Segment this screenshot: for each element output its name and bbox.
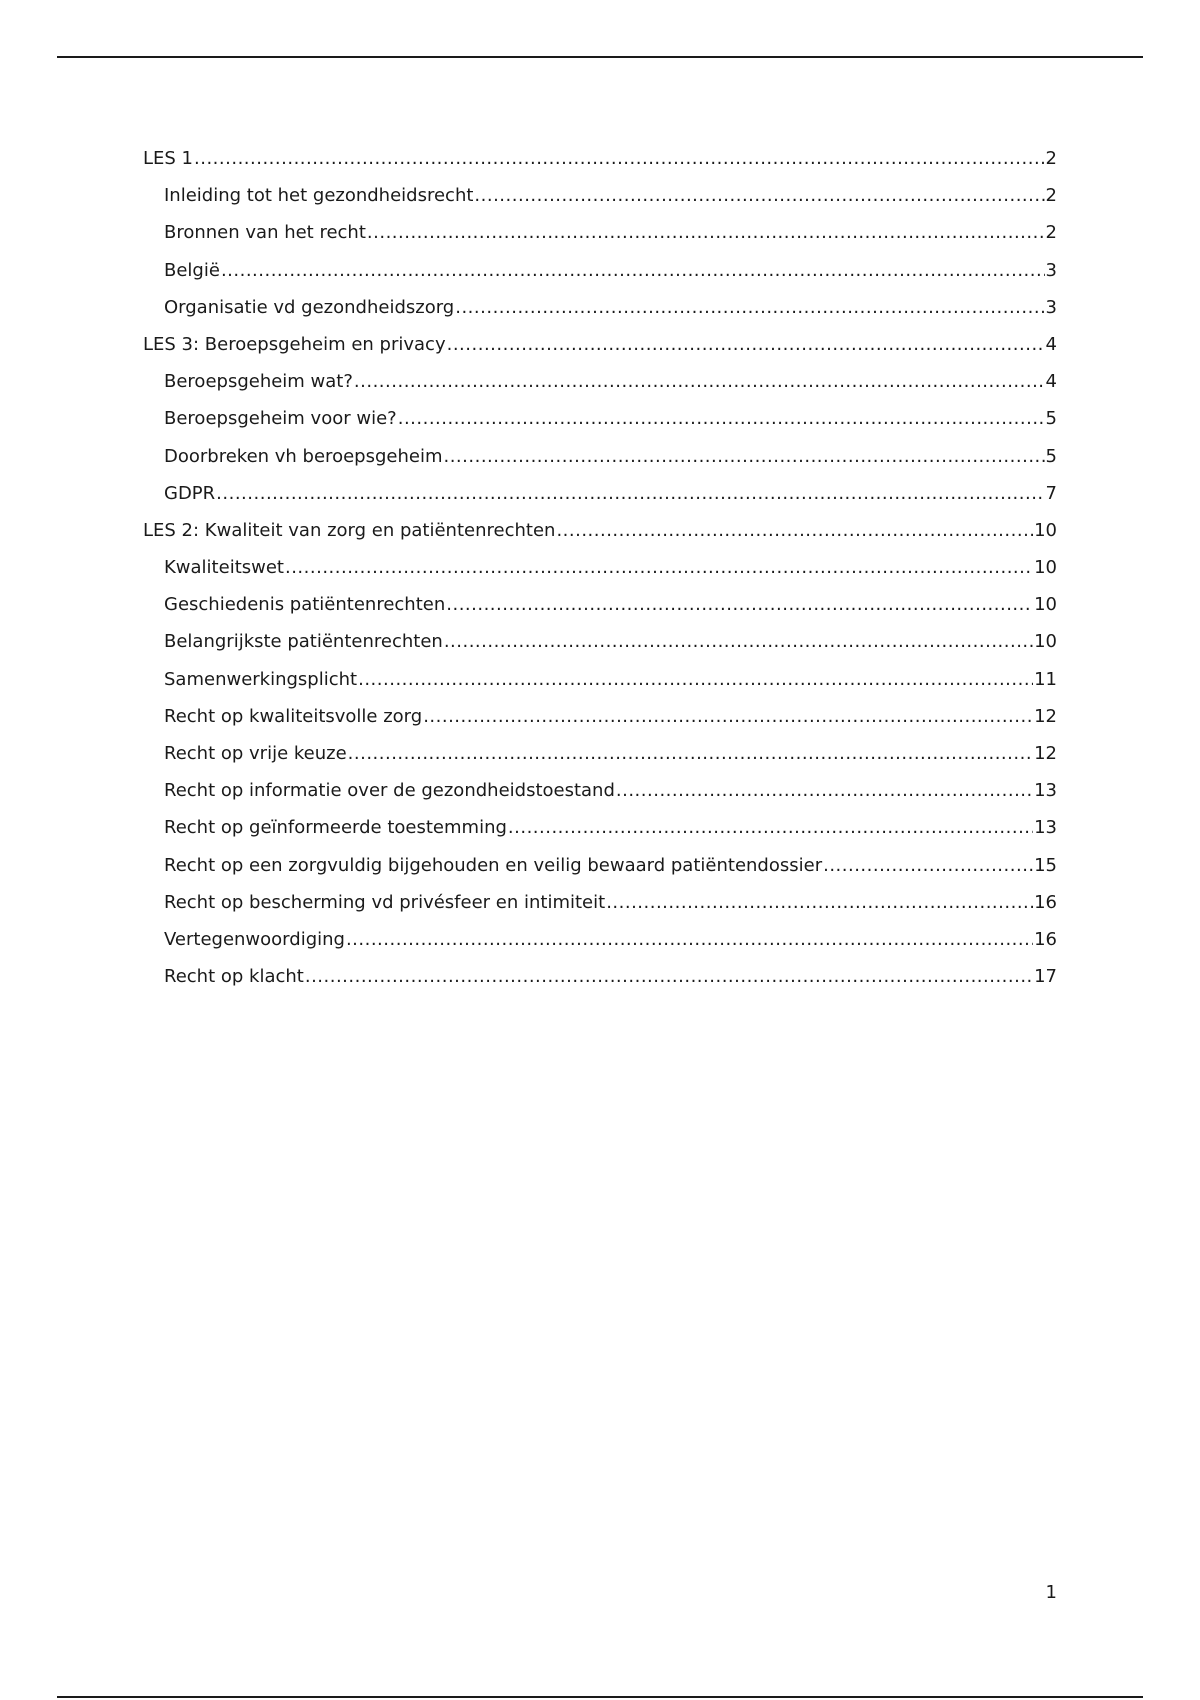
toc-entry[interactable] [143, 512, 1057, 549]
toc-entry-page: 2 [1045, 185, 1057, 207]
toc-dot-leader [216, 475, 1044, 512]
toc-dot-leader [447, 326, 1045, 363]
toc-entry-page: 15 [1034, 854, 1057, 876]
toc-dot-leader [606, 884, 1033, 921]
toc-entry-title: LES 1 [143, 148, 194, 169]
toc-entry[interactable] [143, 772, 1057, 809]
toc-entry[interactable] [143, 140, 1057, 177]
toc-entry-page: 3 [1045, 296, 1057, 318]
toc-entry-page: 16 [1034, 928, 1057, 950]
toc-dot-leader [423, 698, 1033, 735]
toc-entry[interactable] [143, 475, 1057, 512]
toc-dot-leader [823, 847, 1033, 884]
toc-entry-page: 2 [1045, 148, 1057, 169]
toc-entry-page: 7 [1045, 482, 1057, 504]
toc-dot-leader [346, 921, 1033, 958]
toc-entry-title: Beroepsgeheim wat? [164, 371, 353, 393]
page-number: 1 [1045, 1582, 1057, 1603]
toc-entry[interactable] [143, 289, 1057, 326]
toc-entry-page: 4 [1045, 371, 1057, 393]
toc-entry-page: 12 [1034, 705, 1057, 727]
toc-entry-title: LES 2: Kwaliteit van zorg en patiëntenrechten [143, 519, 556, 541]
toc-entry-page: 10 [1034, 519, 1057, 541]
toc-entry[interactable] [143, 177, 1057, 214]
toc-entry[interactable] [143, 623, 1057, 660]
toc-entry-title: Recht op klacht [164, 966, 304, 988]
table-of-contents [143, 140, 1057, 995]
toc-dot-leader [367, 214, 1045, 251]
toc-entry-title: Kwaliteitswet [164, 557, 284, 579]
toc-entry[interactable] [143, 438, 1057, 475]
toc-entry-page: 5 [1045, 445, 1057, 467]
toc-entry-title: Bronnen van het recht [164, 222, 366, 244]
toc-entry[interactable] [143, 735, 1057, 772]
toc-dot-leader [444, 623, 1033, 660]
toc-entry[interactable] [143, 326, 1057, 363]
toc-entry-page: 16 [1034, 891, 1057, 913]
toc-entry-title: Recht op vrije keuze [164, 743, 347, 764]
toc-entry-page: 10 [1034, 594, 1057, 616]
toc-entry-page: 2 [1045, 222, 1057, 244]
toc-entry-title: Vertegenwoordiging [164, 928, 345, 950]
toc-entry-page: 13 [1034, 817, 1057, 839]
toc-entry-title: Samenwerkingsplicht [164, 668, 358, 690]
toc-dot-leader [455, 289, 1044, 326]
toc-entry[interactable] [143, 958, 1057, 995]
toc-dot-leader [443, 438, 1044, 475]
toc-entry-title: LES 3: Beroepsgeheim en privacy [143, 333, 446, 355]
toc-entry-title: België [164, 259, 220, 281]
toc-entry-title: Organisatie vd gezondheidszorg [164, 296, 455, 318]
toc-entry-page: 10 [1034, 631, 1057, 653]
toc-entry-title: Recht op geïnformeerde toestemming [164, 817, 507, 839]
toc-entry-title: Beroepsgeheim voor wie? [164, 408, 397, 430]
toc-dot-leader [474, 177, 1044, 214]
footer-rule [57, 1696, 1143, 1698]
toc-dot-leader [285, 549, 1033, 586]
toc-entry-page: 12 [1034, 743, 1057, 764]
toc-entry[interactable] [143, 214, 1057, 251]
toc-entry-page: 13 [1034, 780, 1057, 802]
toc-entry-title: Recht op bescherming vd privésfeer en intimiteit [164, 891, 606, 913]
toc-entry-page: 11 [1034, 668, 1057, 690]
toc-dot-leader [194, 140, 1045, 177]
header-rule [57, 56, 1143, 58]
toc-entry-title: Recht op informatie over de gezondheidstoestand [164, 780, 615, 802]
toc-dot-leader [398, 400, 1045, 437]
toc-dot-leader [354, 363, 1045, 400]
toc-entry-title: Belangrijkste patiëntenrechten [164, 631, 443, 653]
toc-entry-page: 4 [1045, 333, 1057, 355]
toc-entry-page: 17 [1034, 966, 1057, 988]
toc-entry-title: Doorbreken vh beroepsgeheim [164, 445, 443, 467]
toc-entry-title: GDPR [164, 482, 216, 504]
toc-entry-title: Inleiding tot het gezondheidsrecht [164, 185, 474, 207]
toc-entry-page: 10 [1034, 557, 1057, 579]
toc-entry-page: 3 [1045, 259, 1057, 281]
toc-entry-page: 5 [1045, 408, 1057, 430]
toc-entry[interactable] [143, 400, 1057, 437]
toc-entry[interactable] [143, 252, 1057, 289]
toc-entry-title: Geschiedenis patiëntenrechten [164, 594, 446, 616]
toc-dot-leader [556, 512, 1033, 549]
toc-dot-leader [348, 735, 1033, 772]
toc-entry[interactable] [143, 661, 1057, 698]
toc-entry-title: Recht op kwaliteitsvolle zorg [164, 705, 423, 727]
toc-dot-leader [221, 252, 1045, 289]
toc-entry[interactable] [143, 698, 1057, 735]
toc-dot-leader [508, 809, 1033, 846]
toc-entry[interactable] [143, 586, 1057, 623]
toc-entry-title: Recht op een zorgvuldig bijgehouden en veilig bewaard patiëntendossier [164, 854, 823, 876]
toc-entry[interactable] [143, 363, 1057, 400]
toc-dot-leader [305, 958, 1033, 995]
toc-entry[interactable] [143, 549, 1057, 586]
toc-entry[interactable] [143, 809, 1057, 846]
toc-dot-leader [446, 586, 1033, 623]
toc-entry[interactable] [143, 921, 1057, 958]
toc-dot-leader [358, 661, 1033, 698]
toc-entry[interactable] [143, 884, 1057, 921]
toc-dot-leader [616, 772, 1033, 809]
toc-entry[interactable] [143, 847, 1057, 884]
